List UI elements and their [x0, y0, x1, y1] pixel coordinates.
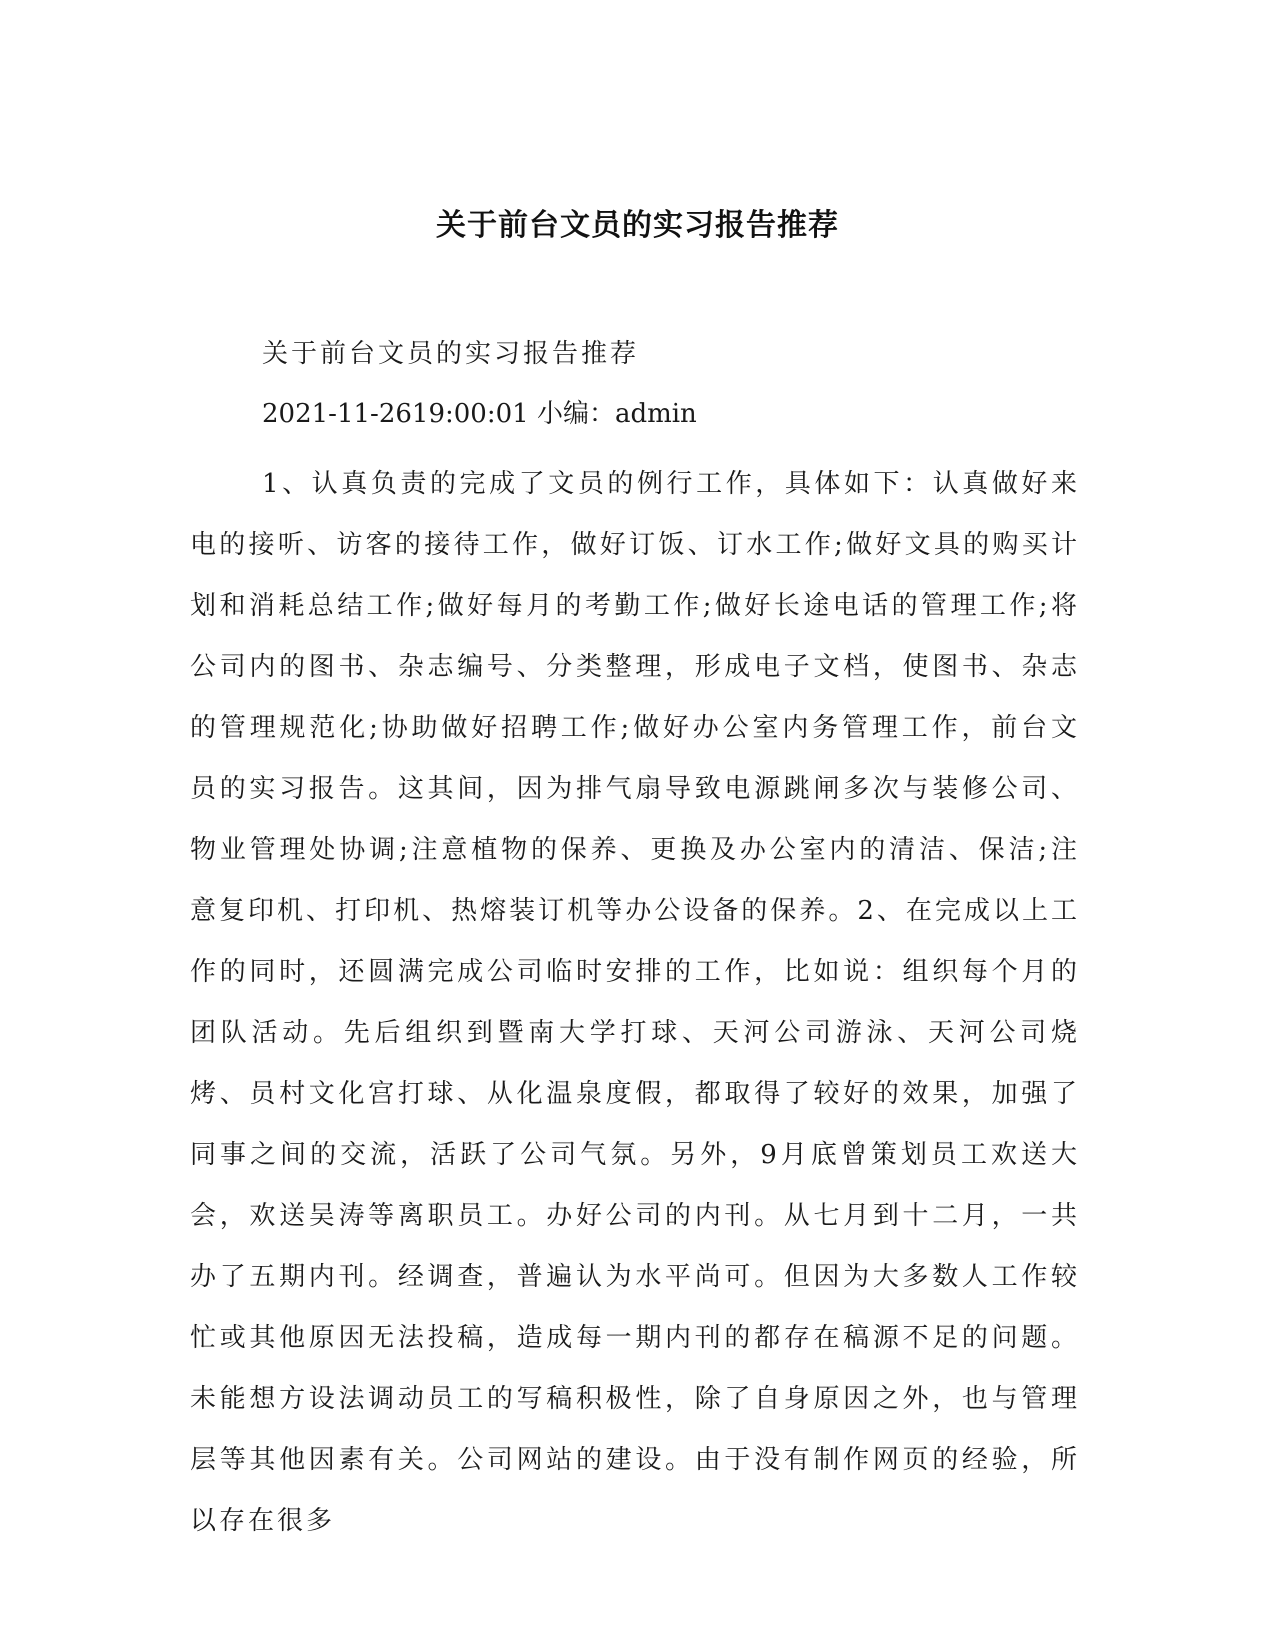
- document-title: 关于前台文员的实习报告推荐: [436, 208, 839, 243]
- body-paragraph: 1、认真负责的完成了文员的例行工作，具体如下：认真做好来电的接听、访客的接待工作，做好订饭、订水工作;做好文具的购买计划和消耗总结工作;做好每月的考勤工作;做好长途电话的管理工作;将公司内的图书、杂志编号、分类整理，形成电子文档，使图书、杂志的管理规范化;协助做好招聘工作;做好办公室内务管理工作，前台文员的实习报告。这其间，因为排气扇导致电源跳闸多次与装修公司、物业管理处协调;注意植物的保养、更换及办公室内的清洁、保洁;注意复印机、打印机、热熔装订机等办公设备的保养。2、在完成以上工作的同时，还圆满完成公司临时安排的工作，比如说：组织每个月的团队活动。先后组织到暨南大学打球、天河公司游泳、天河公司烧烤、员村文化宫打球、从化温泉度假，都取得了较好的效果，加强了同事之间的交流，活跃了公司气氛。另外，9月底曾策划员工欢送大会，欢送吴涛等离职员工。办好公司的内刊。从七月到十二月，一共办了五期内刊。经调查，普遍认为水平尚可。但因为大多数人工作较忙或其他原因无法投稿，造成每一期内刊的都存在稿源不足的问题。未能想方设法调动员工的写稿积极性，除了自身原因之外，也与管理层等其他因素有关。公司网站的建设。由于没有制作网页的经验，所以存在很多: [190, 469, 1080, 1536]
- date-author-line: 2021-11-2619:00:01 小编：admin: [262, 399, 697, 429]
- document-subtitle: 关于前台文员的实习报告推荐: [262, 339, 640, 369]
